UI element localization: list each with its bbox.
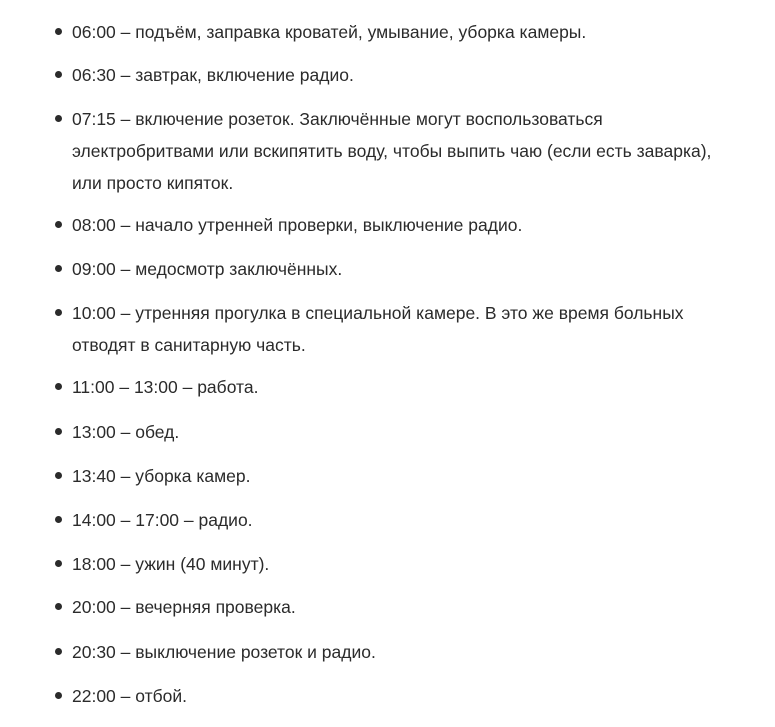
- list-item: [72, 297, 752, 361]
- bullet-icon: [55, 221, 62, 228]
- list-item: [72, 16, 752, 48]
- list-item-text: 13:40 – уборка камер.: [72, 466, 251, 486]
- list-item-text: 07:15 – включение розеток. Заключённые могут воспользоваться электробритвами или вскипятить воду, чтобы выпить чаю (если есть заварка), или просто кипяток.: [72, 109, 712, 193]
- list-item-text: 10:00 – утренняя прогулка в специальной камере. В это же время больных отводят в санитарную часть.: [72, 303, 684, 355]
- list-item: [72, 636, 752, 668]
- list-item: [72, 371, 752, 403]
- list-item: [72, 460, 752, 492]
- bullet-icon: [55, 428, 62, 435]
- list-item-text: 08:00 – начало утренней проверки, выключение радио.: [72, 215, 523, 235]
- list-item: [72, 209, 752, 241]
- bullet-icon: [55, 560, 62, 567]
- list-item-text: 13:00 – обед.: [72, 422, 180, 442]
- bullet-icon: [55, 115, 62, 122]
- list-item: [72, 59, 752, 91]
- bullet-icon: [55, 472, 62, 479]
- list-item: [72, 548, 752, 580]
- list-item-text: 11:00 – 13:00 – работа.: [72, 377, 259, 397]
- bullet-icon: [55, 692, 62, 699]
- bullet-icon: [55, 28, 62, 35]
- list-item: [72, 680, 752, 712]
- list-item-text: 20:00 – вечерняя проверка.: [72, 597, 296, 617]
- list-item: [72, 103, 752, 199]
- list-item-text: 20:30 – выключение розеток и радио.: [72, 642, 376, 662]
- list-item: [72, 591, 752, 623]
- bullet-icon: [55, 603, 62, 610]
- bullet-icon: [55, 71, 62, 78]
- list-item-text: 18:00 – ужин (40 минут).: [72, 554, 270, 574]
- list-item-text: 22:00 – отбой.: [72, 686, 188, 706]
- list-item-text: 06:00 – подъём, заправка кроватей, умывание, уборка камеры.: [72, 22, 587, 42]
- bullet-icon: [55, 309, 62, 316]
- bullet-icon: [55, 516, 62, 523]
- list-item: [72, 504, 752, 536]
- list-item-text: 09:00 – медосмотр заключённых.: [72, 259, 343, 279]
- bullet-icon: [55, 648, 62, 655]
- list-item-text: 06:30 – завтрак, включение радио.: [72, 65, 354, 85]
- list-item-text: 14:00 – 17:00 – радио.: [72, 510, 253, 530]
- bullet-icon: [55, 265, 62, 272]
- bullet-icon: [55, 383, 62, 390]
- list-item: [72, 253, 752, 285]
- list-item: [72, 416, 752, 448]
